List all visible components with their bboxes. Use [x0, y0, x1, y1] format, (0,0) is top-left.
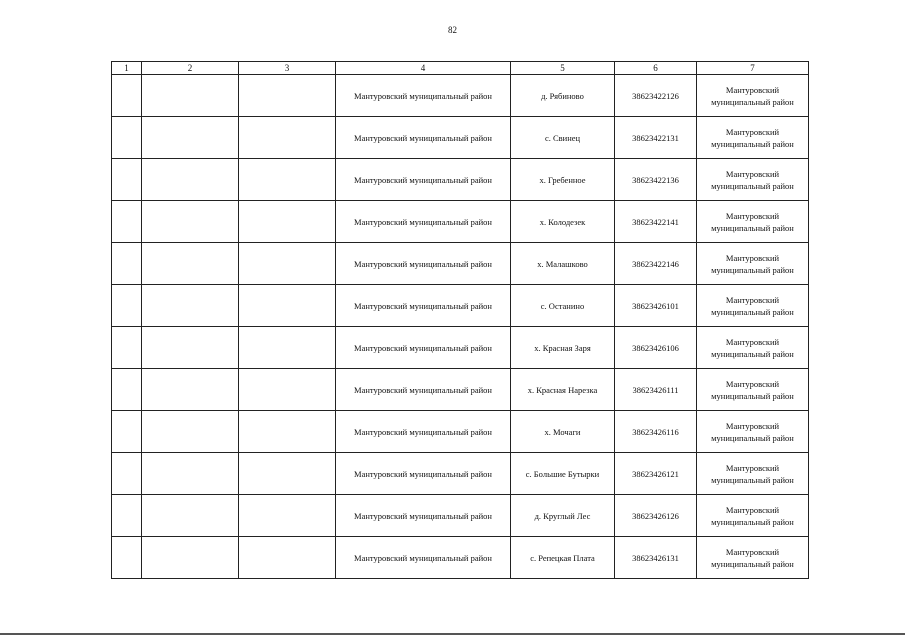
district-cell: Мантуровский муниципальный район — [336, 369, 511, 411]
column-2-cell — [142, 537, 239, 579]
table-row — [112, 201, 809, 243]
settlement-cell: х. Колодезек — [511, 201, 615, 243]
municipality-cell: Мантуровский муниципальный район — [697, 117, 809, 159]
column-3-cell — [239, 243, 336, 285]
settlement-cell: с. Репецкая Плата — [511, 537, 615, 579]
column-3-cell — [239, 537, 336, 579]
registry-table — [111, 61, 809, 579]
number-cell — [112, 537, 142, 579]
column-3-cell — [239, 285, 336, 327]
settlement-cell: х. Красная Нарезка — [511, 369, 615, 411]
municipality-cell: Мантуровский муниципальный район — [697, 495, 809, 537]
oktmo-code-cell: 38623426131 — [615, 537, 697, 579]
column-3-cell — [239, 369, 336, 411]
settlement-cell: с. Свинец — [511, 117, 615, 159]
settlement-cell: с. Большие Бутырки — [511, 453, 615, 495]
column-3-cell — [239, 453, 336, 495]
number-cell — [112, 243, 142, 285]
column-2-cell — [142, 453, 239, 495]
number-cell — [112, 327, 142, 369]
settlement-cell: х. Гребенное — [511, 159, 615, 201]
column-2-cell — [142, 159, 239, 201]
column-header-1: 1 — [112, 62, 142, 75]
column-2-cell — [142, 117, 239, 159]
column-2-cell — [142, 243, 239, 285]
municipality-cell: Мантуровский муниципальный район — [697, 411, 809, 453]
municipality-cell: Мантуровский муниципальный район — [697, 159, 809, 201]
column-3-cell — [239, 411, 336, 453]
municipality-cell: Мантуровский муниципальный район — [697, 537, 809, 579]
column-3-cell — [239, 327, 336, 369]
district-cell: Мантуровский муниципальный район — [336, 117, 511, 159]
table-row — [112, 369, 809, 411]
district-cell: Мантуровский муниципальный район — [336, 411, 511, 453]
district-cell: Мантуровский муниципальный район — [336, 201, 511, 243]
district-cell: Мантуровский муниципальный район — [336, 495, 511, 537]
number-cell — [112, 285, 142, 327]
oktmo-code-cell: 38623426111 — [615, 369, 697, 411]
table-row — [112, 243, 809, 285]
column-header-2: 2 — [142, 62, 239, 75]
district-cell: Мантуровский муниципальный район — [336, 285, 511, 327]
table-row — [112, 537, 809, 579]
number-cell — [112, 159, 142, 201]
table-row — [112, 159, 809, 201]
oktmo-code-cell: 38623426106 — [615, 327, 697, 369]
municipality-cell: Мантуровский муниципальный район — [697, 369, 809, 411]
column-header-6: 6 — [615, 62, 697, 75]
number-cell — [112, 117, 142, 159]
oktmo-code-cell: 38623426126 — [615, 495, 697, 537]
column-3-cell — [239, 159, 336, 201]
table-row — [112, 411, 809, 453]
number-cell — [112, 369, 142, 411]
oktmo-code-cell: 38623426121 — [615, 453, 697, 495]
column-header-4: 4 — [336, 62, 511, 75]
district-cell: Мантуровский муниципальный район — [336, 75, 511, 117]
settlement-cell: с. Останино — [511, 285, 615, 327]
column-3-cell — [239, 117, 336, 159]
number-cell — [112, 453, 142, 495]
oktmo-code-cell: 38623426101 — [615, 285, 697, 327]
settlement-cell: х. Красная Заря — [511, 327, 615, 369]
oktmo-code-cell: 38623422131 — [615, 117, 697, 159]
municipality-cell: Мантуровский муниципальный район — [697, 201, 809, 243]
district-cell: Мантуровский муниципальный район — [336, 159, 511, 201]
column-2-cell — [142, 201, 239, 243]
oktmo-code-cell: 38623426116 — [615, 411, 697, 453]
number-cell — [112, 201, 142, 243]
column-2-cell — [142, 495, 239, 537]
column-header-3: 3 — [239, 62, 336, 75]
oktmo-code-cell: 38623422136 — [615, 159, 697, 201]
settlement-cell: д. Круглый Лес — [511, 495, 615, 537]
column-2-cell — [142, 285, 239, 327]
oktmo-code-cell: 38623422146 — [615, 243, 697, 285]
district-cell: Мантуровский муниципальный район — [336, 537, 511, 579]
oktmo-code-cell: 38623422126 — [615, 75, 697, 117]
number-cell — [112, 411, 142, 453]
column-2-cell — [142, 369, 239, 411]
municipality-cell: Мантуровский муниципальный район — [697, 453, 809, 495]
column-3-cell — [239, 201, 336, 243]
table-row — [112, 453, 809, 495]
table-row — [112, 495, 809, 537]
municipality-cell: Мантуровский муниципальный район — [697, 327, 809, 369]
header-row — [112, 62, 809, 75]
district-cell: Мантуровский муниципальный район — [336, 243, 511, 285]
column-3-cell — [239, 495, 336, 537]
column-2-cell — [142, 327, 239, 369]
settlement-cell: д. Рябиново — [511, 75, 615, 117]
page-bottom-border — [0, 633, 905, 635]
column-2-cell — [142, 75, 239, 117]
table-row — [112, 285, 809, 327]
oktmo-code-cell: 38623422141 — [615, 201, 697, 243]
municipality-cell: Мантуровский муниципальный район — [697, 285, 809, 327]
column-header-5: 5 — [511, 62, 615, 75]
table-row — [112, 327, 809, 369]
district-cell: Мантуровский муниципальный район — [336, 327, 511, 369]
table-row — [112, 75, 809, 117]
settlement-cell: х. Малашково — [511, 243, 615, 285]
municipality-cell: Мантуровский муниципальный район — [697, 243, 809, 285]
municipality-cell: Мантуровский муниципальный район — [697, 75, 809, 117]
column-3-cell — [239, 75, 336, 117]
table-row — [112, 117, 809, 159]
district-cell: Мантуровский муниципальный район — [336, 453, 511, 495]
number-cell — [112, 75, 142, 117]
column-header-7: 7 — [697, 62, 809, 75]
number-cell — [112, 495, 142, 537]
settlement-cell: х. Мочаги — [511, 411, 615, 453]
page-number: 82 — [448, 25, 457, 35]
column-2-cell — [142, 411, 239, 453]
